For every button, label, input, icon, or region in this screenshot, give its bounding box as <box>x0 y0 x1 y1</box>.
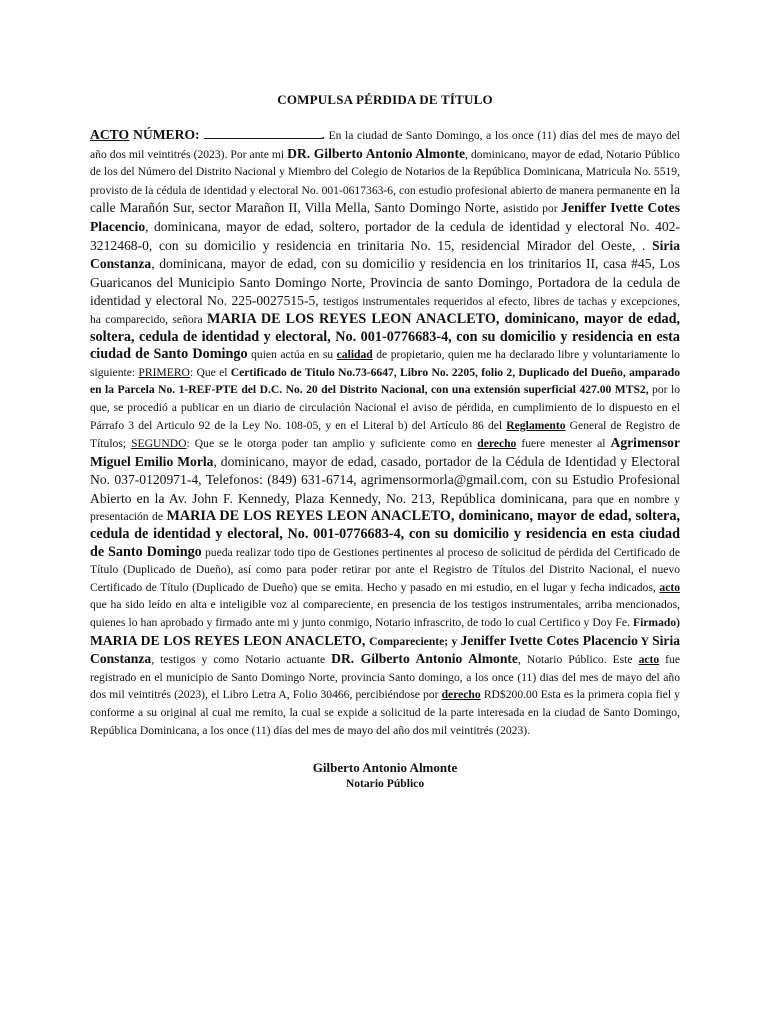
text-segment: asistido por <box>503 202 562 216</box>
text-segment: Agrimensor Miguel Emilio Morla <box>90 435 680 469</box>
text-segment: derecho <box>441 688 481 702</box>
text-segment: MARIA DE LOS REYES LEON ANACLETO, <box>90 632 370 648</box>
text-segment: RD$200.00 Esta es la primera copia fiel y conforme a su original al cual me remito, la cual se expide a solicitud de la parte interesada en la ciudad de Santo Domingo, República Dominicana, a los once (11) días del mes de mayo del año dos mil veintitrés (2023). <box>90 688 680 737</box>
text-segment: NÚMERO: <box>129 127 204 142</box>
text-segment: acto <box>659 580 680 594</box>
text-segment: Jeniffer Ivette Cotes Placencio <box>460 632 638 648</box>
text-segment: Compareciente; y <box>369 634 461 648</box>
text-segment: En la ciudad de Santo Domingo, a los once (11) días del mes de mayo del año dos mil veintitrés (2023). Por ante mi <box>90 129 681 161</box>
text-segment: , dominicano, mayor de edad, casado, portador de la Cédula de Identidad y Electoral No. 037-0120971-4, Telefonos: (849) 631-6714, agrimensormorla@gmail.com, con su Estudio Profesional Abierto en la Av. John F. Kennedy, Plaza Kennedy, No. 213, República dominicana, <box>90 453 681 506</box>
text-segment: DR. Gilberto Antonio Almonte <box>287 145 466 161</box>
text-segment: , testigos y como Notario actuante <box>151 653 332 667</box>
text-segment: : Que se le otorga poder tan amplio y suficiente como en <box>186 437 478 451</box>
text-segment: MARIA DE LOS REYES LEON ANACLETO, dominicano, mayor de edad, soltera, cedula de identidad y electoral, No. 001-0776683-4, con su domicilio y residencia en esta ciudad de Santo Domingo <box>90 508 680 560</box>
text-segment: fue registrado en el municipio de Santo Domingo Norte, provincia Santo domingo, a los once (11) dias del mes de mayo del año dos mil veintitrés (2023), el Libro Letra A, Folio 30466, percibiéndose por <box>90 653 680 702</box>
text-segment: , dominicana, mayor de edad, soltero, portador de la cedula de identidad y electoral No. 402-3212468-0, con su domicilio y residencia en trinitaria No. 15, residencial Mirador del Oeste, . <box>90 218 680 253</box>
text-segment: Firmado) <box>632 616 680 630</box>
text-segment: MARIA DE LOS REYES LEON ANACLETO, dominicano, mayor de edad, soltera, cedula de identidad y electoral, No. 001-0776683-4, con su domicilio y residencia en esta ciudad de Santo Domingo <box>90 310 681 363</box>
text-segment: . <box>321 128 329 142</box>
text-segment: testigos instrumentales requeridos al efecto, libres de tachas y excepciones, ha comparecido, señora <box>90 295 680 326</box>
text-segment: Certificado de Titulo No.73-6647, Libro No. 2205, folio 2, Duplicado del Dueño, amparado en la Parcela No. 1-REF-PTE del D.C. No. 20 del Distrito Nacional, con una extensión superficial 427.00 MTS2, <box>90 365 681 397</box>
text-segment: derecho <box>477 437 517 451</box>
signature-role: Notario Público <box>345 777 425 791</box>
text-segment: SEGUNDO <box>131 437 187 451</box>
text-segment: calidad <box>336 348 373 362</box>
text-segment: DR. Gilberto Antonio Almonte <box>331 651 518 667</box>
text-segment: en la calle Marañón Sur, sector Marañon II, Villa Mella, Santo Domingo Norte, <box>90 181 680 216</box>
text-segment: para que en nombre y presentación de <box>90 492 680 524</box>
acto-number-blank <box>204 127 322 139</box>
text-segment: PRIMERO <box>138 365 190 379</box>
text-segment: acto <box>638 653 660 667</box>
text-segment: ACTO <box>90 127 130 142</box>
text-segment: Reglamento <box>506 418 566 432</box>
text-segment: Siria Constanza <box>90 632 681 667</box>
text-segment: Siria Constanza <box>90 237 680 272</box>
text-segment: Y <box>637 634 653 648</box>
text-segment: de propietario, quien me ha declarado libre y voluntariamente lo siguiente: <box>90 348 680 379</box>
text-segment: quien actúa en su <box>247 348 337 362</box>
text-segment: Jeniffer Ivette Cotes Placencio <box>90 200 680 234</box>
text-segment: , Notario Público. Este <box>517 653 639 667</box>
document-title: COMPULSA PÉRDIDA DE TÍTULO <box>277 92 493 107</box>
text-segment: General de Registro de Títulos; <box>90 418 680 451</box>
text-segment: : Que el <box>189 365 231 379</box>
text-segment: fuere menester al <box>516 437 611 451</box>
signature-block <box>90 759 680 791</box>
text-segment: pueda realizar todo tipo de Gestiones pertinentes al proceso de solicitud de pérdida del Certificado de Título (Duplicado de Dueño), así como para poder retirar por ante el Registro de Títulos del Distrito Nacional, el nuevo Certificado de Título (Duplicado de Dueño) que se emita. Hecho y pasado en mi estudio, en el lugar y fecha indicados, <box>90 545 680 594</box>
text-segment: , dominicana, mayor de edad, con su domicilio y residencia en los trinitarios II, casa #45, Los Guaricanos del Municipio Santo Domingo Norte, Provincia de santo Domingo, Portadora de la cedula de identidad y electoral No. 225-0027515-5, <box>90 256 680 309</box>
text-segment: , dominicano, mayor de edad, Notario Público de los del Número del Distrito Nacional y Miembro del Colegio de Notarios de la República Dominicana, Matricula No. 5519, provisto de la cédula de identidad y electoral No. 001-0617363-6, con estudio profesional abierto de manera permanente <box>90 147 680 197</box>
document-body <box>90 126 680 739</box>
signature-name: Gilberto Antonio Almonte <box>312 760 458 776</box>
text-segment: por lo que, se procedió a publicar en un diario de circulación Nacional el aviso de pérdida, en cumplimiento de lo dispuesto en el Párrafo 3 del Articulo 92 de la Ley No. 108-05, y en el Literal b) del Artículo 86 del <box>90 383 680 432</box>
text-segment: que ha sido leído en alta e inteligible voz al compareciente, en presencia de los testigos instrumentales, arriba mencionados, quienes lo han aprobado y firmado ante mi y junto conmigo, Notario infrascrito, de todo lo cual Certifico y Doy Fe. <box>90 598 680 630</box>
